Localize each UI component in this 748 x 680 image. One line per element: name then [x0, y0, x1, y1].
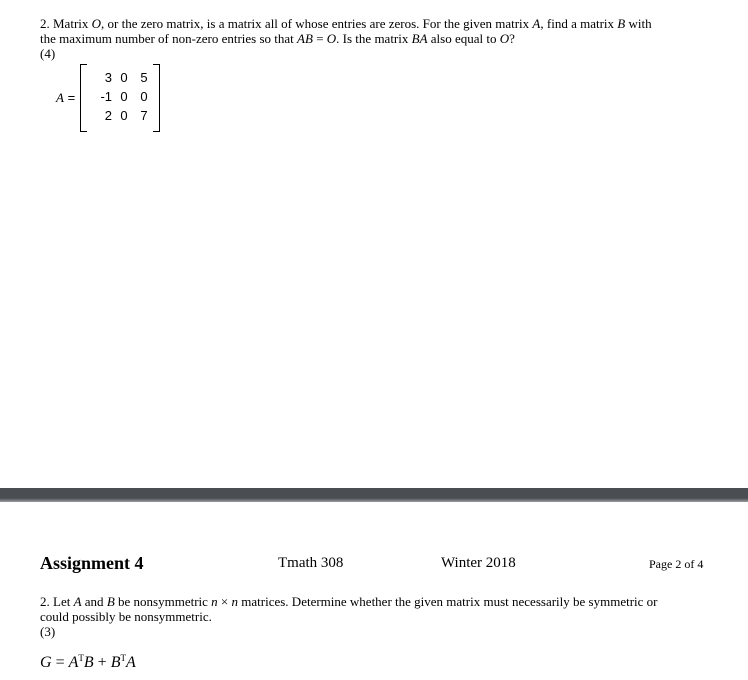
matrix-cell: 2	[104, 108, 112, 123]
matrix-cell: 0	[120, 70, 128, 85]
term: Winter 2018	[441, 555, 516, 571]
matrix-cell: 0	[120, 89, 128, 104]
matrix-row	[90, 87, 154, 106]
page-number: Page 2 of 4	[649, 557, 704, 571]
matrix-cell: 3	[104, 70, 112, 85]
question-2-line-1: 2. Matrix O, or the zero matrix, is a matrix all of whose entries are zeros. For the given matrix A, find a matrix B with	[40, 16, 652, 31]
question-2b-line-2: could possibly be nonsymmetric.	[40, 609, 212, 624]
page-divider	[0, 488, 748, 502]
matrix-left-bracket	[80, 64, 87, 132]
question-2-points: (4)	[40, 46, 56, 61]
question-2-line-2: the maximum number of non-zero entries so that AB = O. Is the matrix BA also equal to O?	[40, 31, 515, 46]
question-2b-points: (3)	[40, 624, 56, 639]
matrix-cell: 5	[140, 70, 148, 85]
assignment-title: Assignment 4	[40, 553, 144, 573]
matrix-cell: -1	[100, 89, 112, 104]
matrix-row	[90, 68, 154, 87]
matrix-cell: 0	[140, 89, 148, 104]
course-name: Tmath 308	[278, 555, 344, 571]
matrix-cell: 7	[140, 108, 148, 123]
question-2b-line-1: 2. Let A and B be nonsymmetric n × n matrices. Determine whether the given matrix must necessarily be symmetric or	[40, 594, 658, 609]
matrix-label: A =	[56, 90, 76, 105]
matrix-grid	[90, 68, 154, 125]
matrix-row	[90, 106, 154, 125]
equation-g: $G = A^TB + B^TA$	[40, 653, 136, 671]
matrix-cell: 0	[120, 108, 128, 123]
matrix-right-bracket	[153, 64, 160, 132]
page-header	[0, 553, 748, 577]
matrix-a	[80, 64, 160, 130]
